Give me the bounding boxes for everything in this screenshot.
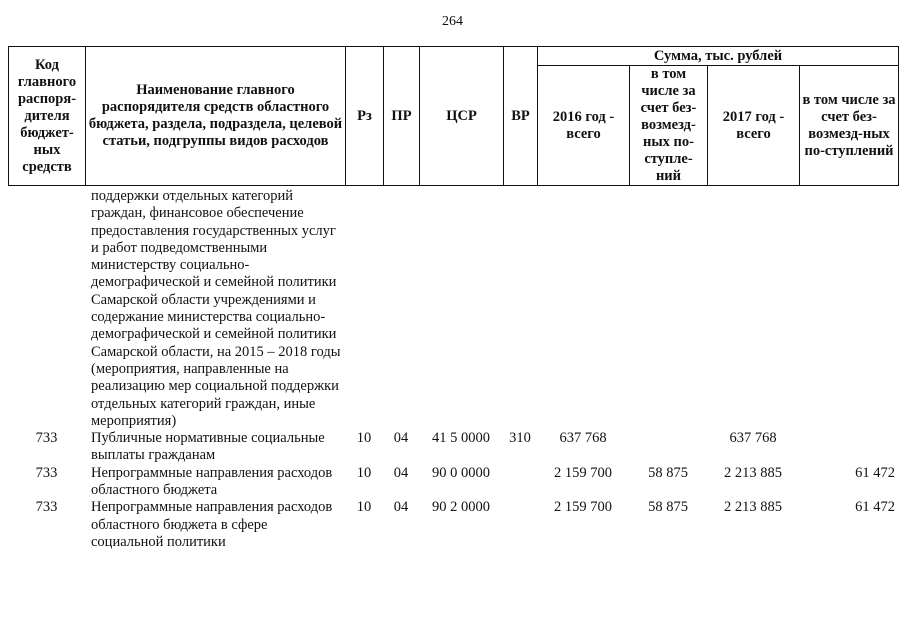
- cell-2016-free: [629, 430, 707, 465]
- cell-csr: 90 2 0000: [432, 499, 490, 516]
- cell-2017-total: 637 768: [729, 430, 777, 447]
- cell-2017-free: [799, 430, 898, 465]
- cell-vr: [503, 499, 537, 551]
- header-2016-total: 2016 год - всего: [538, 66, 630, 186]
- cell-2016-free: 58 875: [648, 499, 688, 516]
- cell-pr: 04: [393, 430, 409, 447]
- cell-code: 733: [35, 464, 58, 481]
- cell-vr: [503, 188, 537, 430]
- cell-code: 733: [35, 499, 58, 516]
- cell-pr: [383, 188, 419, 430]
- cell-rz: 10: [356, 499, 372, 516]
- header-pr: ПР: [384, 47, 420, 186]
- cell-2017-free: 61 472: [855, 464, 895, 481]
- cell-csr: 90 0 0000: [432, 464, 490, 481]
- header-2017-free: в том числе за счет без-возмезд-ных по-ступлений: [800, 66, 899, 186]
- cell-rz: [345, 188, 383, 430]
- cell-2016-total: 2 159 700: [554, 499, 612, 516]
- cell-name: Непрограммные направления расходов областного бюджета: [91, 464, 333, 499]
- cell-2017-free: 61 472: [855, 499, 895, 516]
- cell-2016-total: [537, 188, 629, 430]
- header-sum: Сумма, тыс. рублей: [538, 47, 899, 66]
- header-rz: Рз: [346, 47, 384, 186]
- cell-rz: 10: [356, 430, 372, 447]
- cell-pr: 04: [393, 464, 409, 481]
- table-header: [8, 46, 899, 186]
- table-row: [8, 465, 898, 500]
- header-csr: ЦСР: [420, 47, 504, 186]
- cell-2016-total: 2 159 700: [554, 464, 612, 481]
- table-row: [8, 188, 898, 430]
- page-number: 264: [442, 14, 463, 29]
- cell-2017-free: [799, 188, 898, 430]
- cell-name: Публичные нормативные социальные выплаты гражданам: [91, 430, 325, 464]
- cell-vr: 310: [509, 430, 531, 447]
- header-2016-free: в том числе за счет без-возмезд-ных по-ступле-ний: [630, 66, 708, 186]
- cell-vr: [503, 465, 537, 500]
- table-row: [8, 430, 898, 465]
- cell-2016-free: [629, 188, 707, 430]
- cell-2017-total: 2 213 885: [724, 499, 782, 516]
- cell-2017-total: 2 213 885: [724, 464, 782, 481]
- header-vr: ВР: [504, 47, 538, 186]
- header-code: Код главного распоря-дителя бюджет-ных средств: [9, 47, 86, 186]
- header-name: Наименование главного распорядителя средств областного бюджета, раздела, подраздела, целевой статьи, подгруппы видов расходов: [86, 47, 346, 186]
- table-body: [8, 188, 898, 551]
- cell-pr: 04: [393, 499, 409, 516]
- cell-2017-total: [707, 188, 799, 430]
- cell-2016-total: 637 768: [559, 430, 607, 447]
- cell-csr: [419, 188, 503, 430]
- cell-code: 733: [35, 430, 58, 447]
- cell-name: поддержки отдельных категорий граждан, финансовое обеспечение предоставления государственных услуг и работ подведомственными министерству социально-демографической и семейной политики Самарской области учреждениями и содержание министерства социально-демографической и семейной политики Самарской области, на 2015 – 2018 годы (мероприятия, направленные на реализацию мер социальной поддержки отдельных категорий граждан, иные мероприятия): [91, 188, 341, 429]
- cell-rz: 10: [356, 464, 372, 481]
- header-2017-total: 2017 год - всего: [708, 66, 800, 186]
- cell-name: Непрограммные направления расходов областного бюджета в сфере социальной политики: [91, 499, 333, 550]
- cell-csr: 41 5 0000: [432, 430, 490, 447]
- cell-code: [8, 188, 85, 430]
- cell-2016-free: 58 875: [648, 464, 688, 481]
- table-row: [8, 499, 898, 551]
